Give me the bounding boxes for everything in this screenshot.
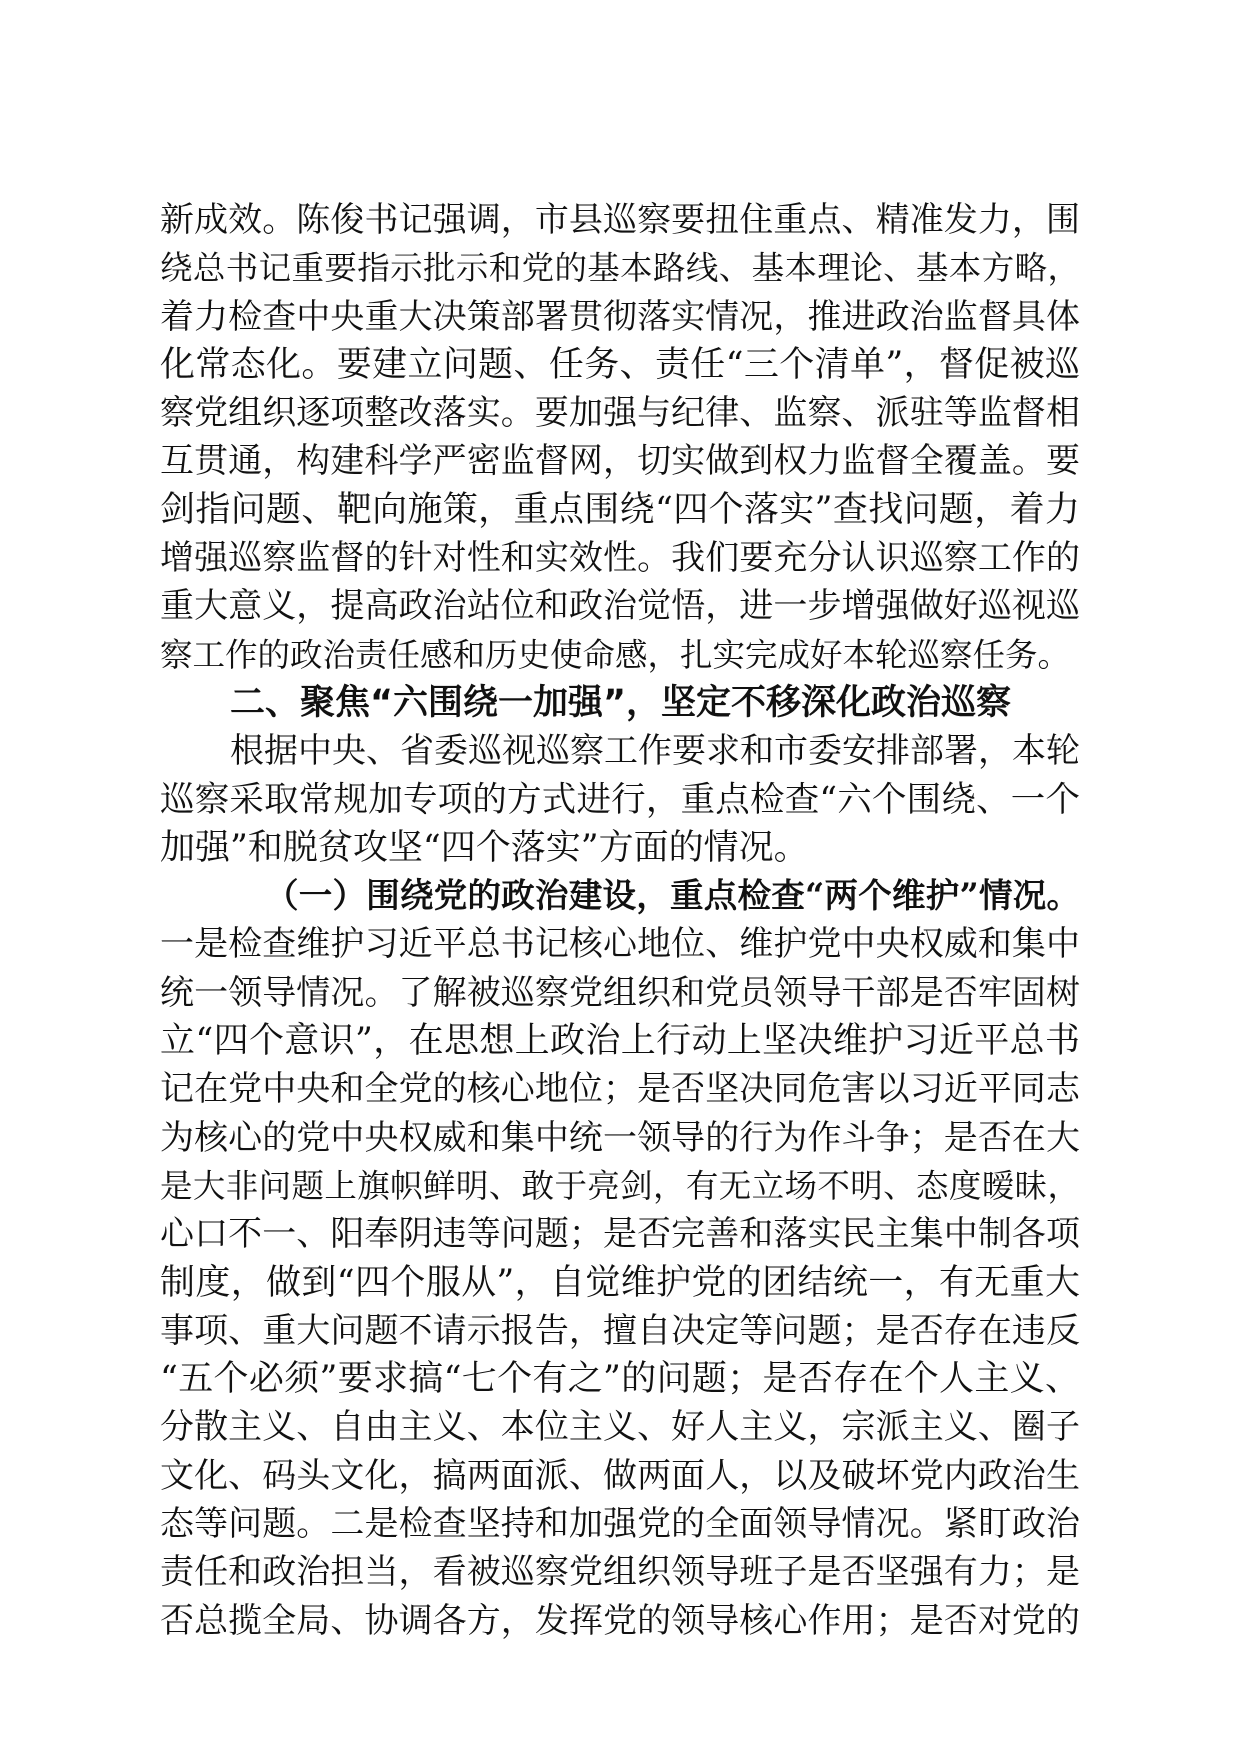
text-line: 态等问题。二是检查坚持和加强党的全面领导情况。紧盯政治: [160, 1504, 1080, 1545]
text-line: 加强”和脱贫攻坚“四个落实”方面的情况。: [160, 827, 809, 868]
text-line: 立“四个意识”，在思想上政治上行动上坚决维护习近平总书: [160, 1021, 1080, 1062]
text-line: 绕总书记重要指示批示和党的基本路线、基本理论、基本方略，: [160, 249, 1080, 288]
text-line: 根据中央、省委巡视巡察工作要求和市委安排部署，本轮: [230, 731, 1080, 772]
text-line: 统一领导情况。了解被巡察党组织和党员领导干部是否牢固树: [160, 972, 1080, 1013]
text-line: “五个必须”要求搞“七个有之”的问题；是否存在个人主义、: [160, 1359, 1080, 1400]
text-line: 记在党中央和全党的核心地位；是否坚决同危害以习近平同志: [160, 1069, 1080, 1110]
text-line: 是大非问题上旗帜鲜明、敢于亮剑，有无立场不明、态度暧昧，: [160, 1166, 1080, 1205]
text-line: 责任和政治担当，看被巡察党组织领导班子是否坚强有力；是: [160, 1552, 1080, 1593]
document-body: [160, 196, 1080, 1645]
text-line: 文化、码头文化，搞两面派、做两面人，以及破坏党内政治生: [160, 1455, 1080, 1496]
text-line: 重大意义，提高政治站位和政治觉悟，进一步增强做好巡视巡: [160, 586, 1080, 627]
text-line: 察党组织逐项整改落实。要加强与纪律、监察、派驻等监督相: [160, 393, 1080, 434]
text-line: 制度，做到“四个服从”，自觉维护党的团结统一，有无重大: [160, 1262, 1080, 1303]
text-line: 察工作的政治责任感和历史使命感，扎实完成好本轮巡察任务。: [160, 635, 1071, 674]
text-line: 着力检查中央重大决策部署贯彻落实情况，推进政治监督具体: [160, 296, 1080, 337]
text-line: 化常态化。要建立问题、任务、责任“三个清单”，督促被巡: [160, 344, 1080, 385]
subsection-heading: （一）围绕党的政治建设，重点检查“两个维护”情况。: [265, 876, 1080, 916]
text-line: 心口不一、阳奉阴违等问题；是否完善和落实民主集中制各项: [160, 1214, 1080, 1255]
text-line: 互贯通，构建科学严密监督网，切实做到权力监督全覆盖。要: [160, 441, 1080, 482]
text-line: 为核心的党中央权威和集中统一领导的行为作斗争；是否在大: [160, 1117, 1080, 1158]
text-line: 事项、重大问题不请示报告，擅自决定等问题；是否存在违反: [160, 1310, 1080, 1351]
text-line: 剑指问题、靶向施策，重点围绕“四个落实”查找问题，着力: [160, 489, 1080, 530]
text-line: 分散主义、自由主义、本位主义、好人主义，宗派主义、圈子: [160, 1407, 1080, 1448]
text-line: 否总揽全局、协调各方，发挥党的领导核心作用；是否对党的: [160, 1600, 1080, 1641]
text-line: 增强巡察监督的针对性和实效性。我们要充分认识巡察工作的: [160, 538, 1080, 579]
text-line: 新成效。陈俊书记强调，市县巡察要扭住重点、精准发力，围: [160, 200, 1080, 240]
text-line: 一是检查维护习近平总书记核心地位、维护党中央权威和集中: [160, 924, 1080, 965]
text-line: 巡察采取常规加专项的方式进行，重点检查“六个围绕、一个: [160, 779, 1080, 820]
section-heading: 二、聚焦“六围绕一加强”，坚定不移深化政治巡察: [230, 682, 1012, 723]
